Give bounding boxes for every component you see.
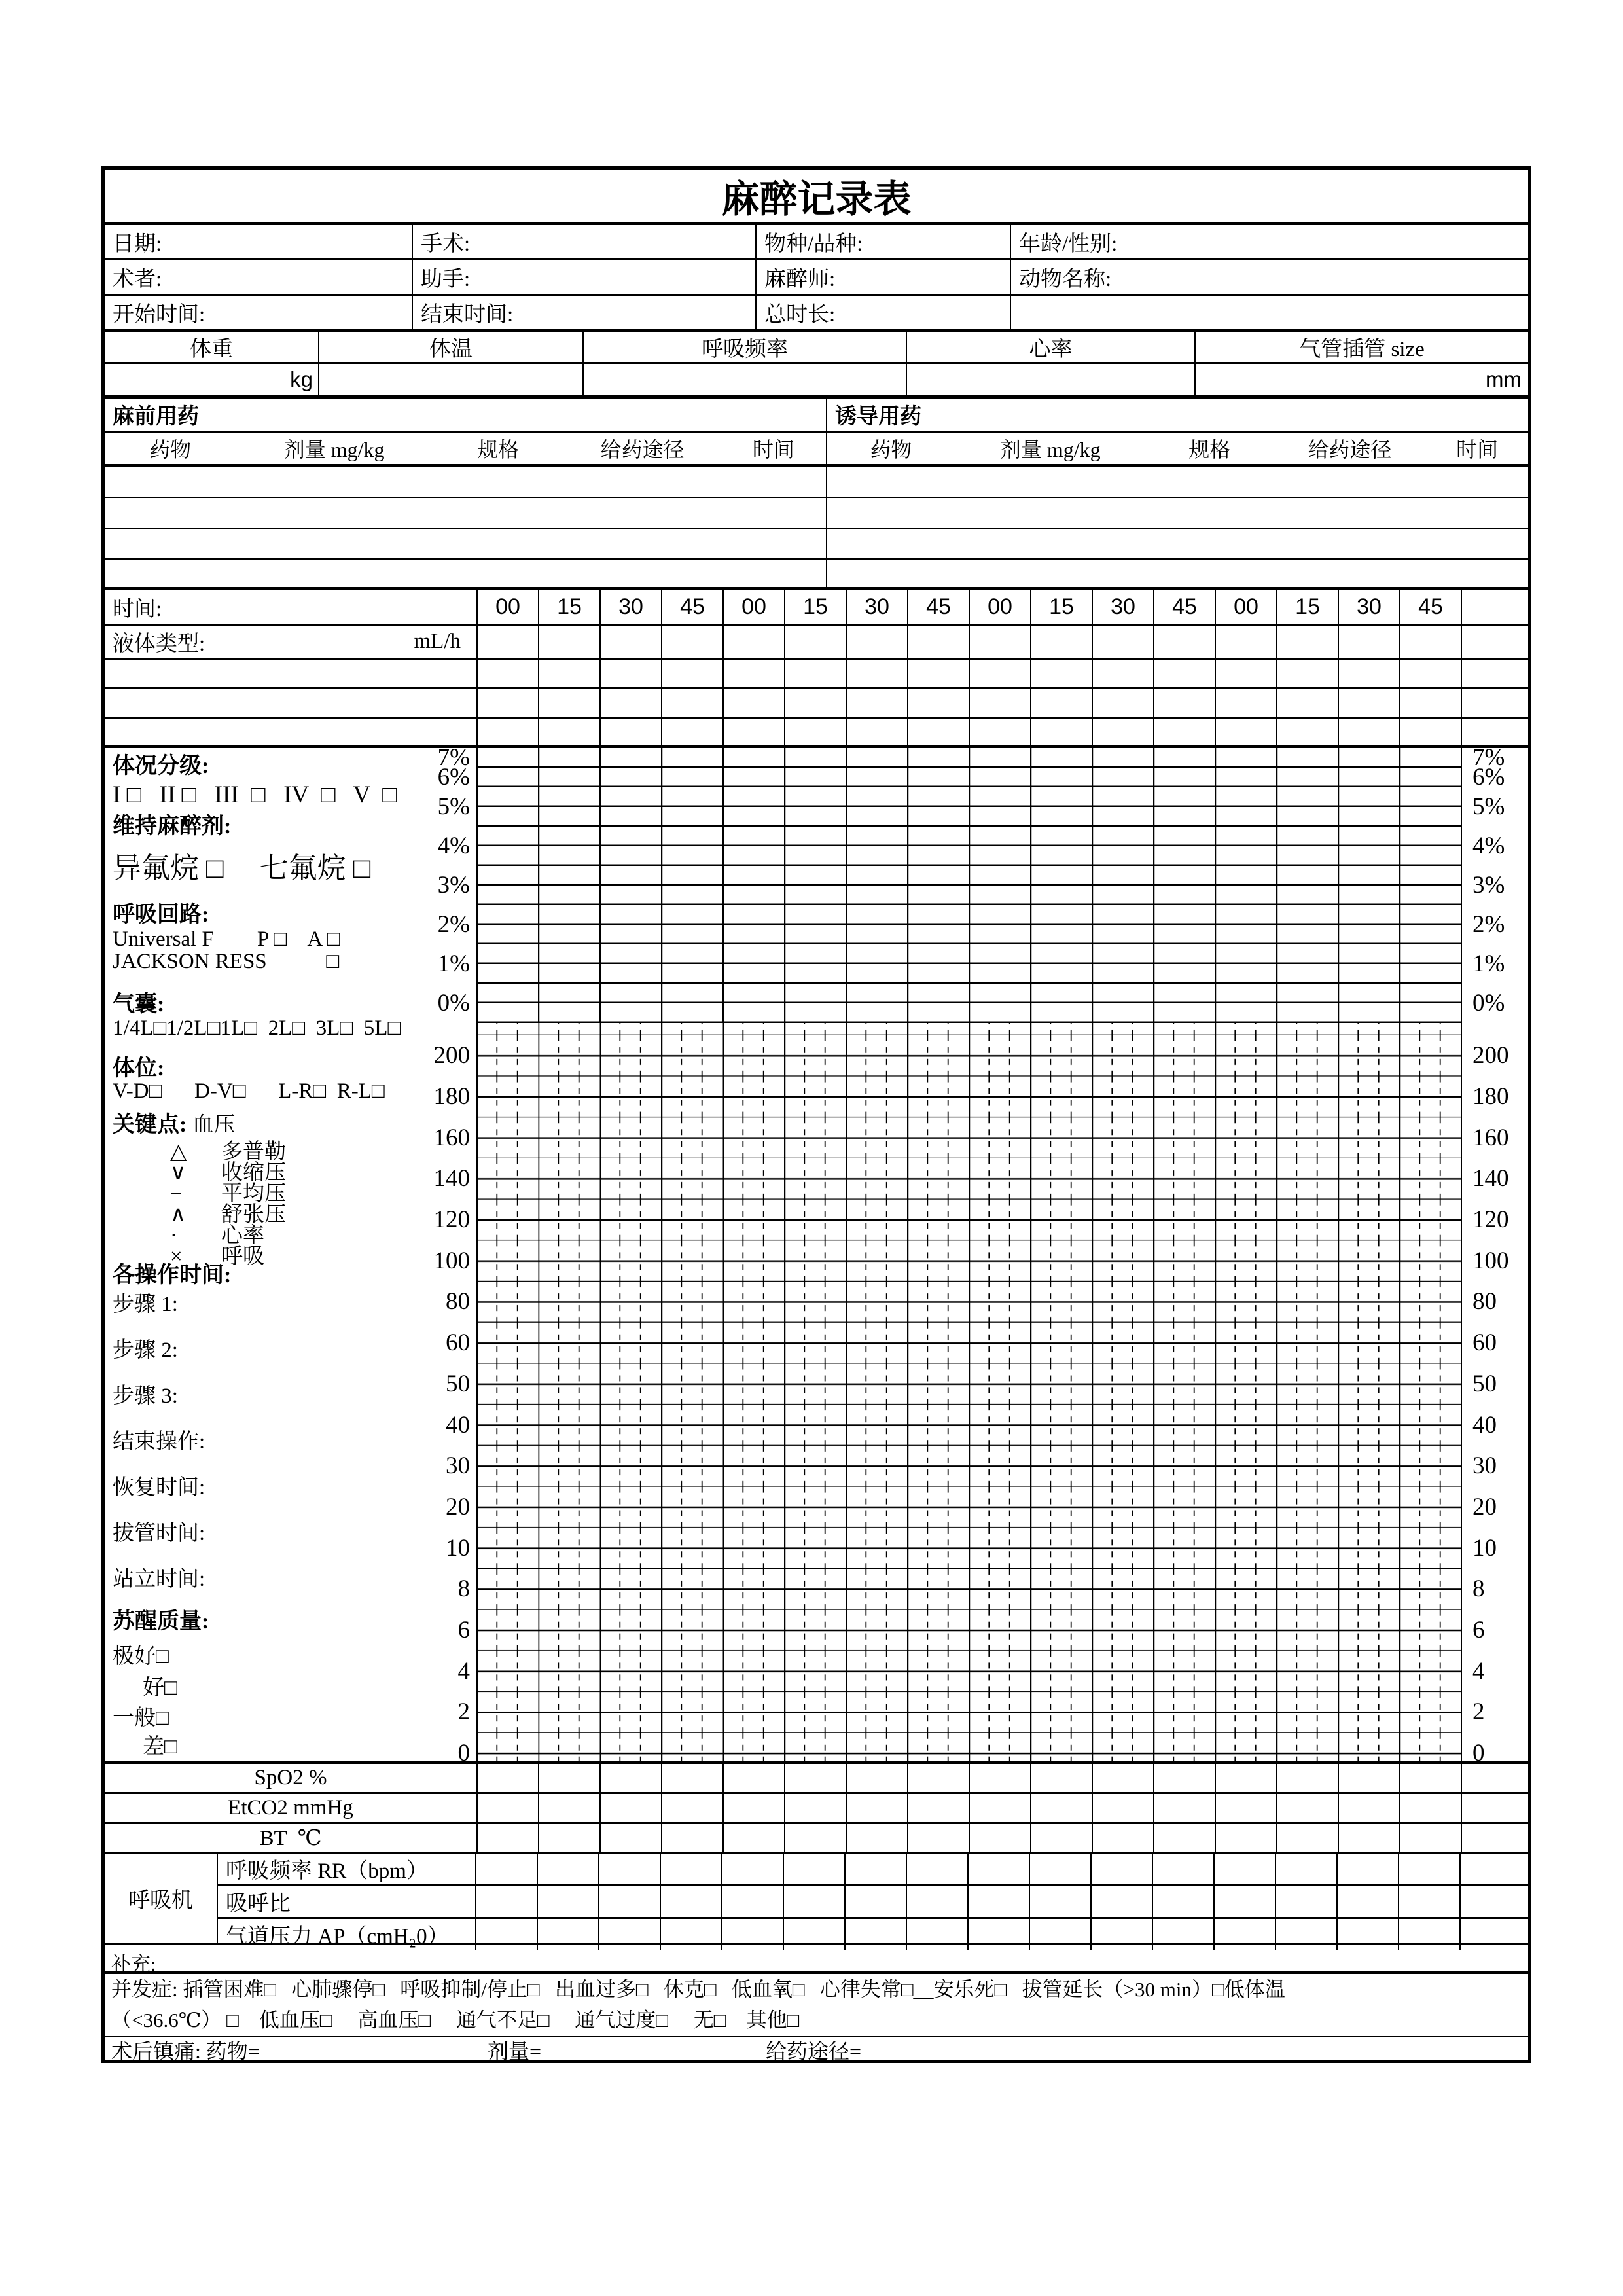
- medication-header-row: [105, 399, 1528, 433]
- spo2-cells[interactable]: [476, 1764, 1461, 1792]
- number-scale-label-left: 4: [457, 1657, 470, 1685]
- legend-label: 多普勒: [221, 1140, 286, 1164]
- percent-scale-label-left: 2%: [437, 911, 470, 938]
- number-scale-label-left: 30: [446, 1452, 470, 1480]
- number-scale-label-right: 4: [1472, 1657, 1485, 1685]
- heart-rate-header: 心率: [906, 332, 1194, 362]
- species-field[interactable]: 物种/品种:: [755, 225, 1010, 258]
- circuit-option-2[interactable]: JACKSON RESS □: [113, 950, 340, 973]
- induction-col-spec: 规格: [1188, 438, 1231, 461]
- fluid-entry-grid[interactable]: [476, 660, 1461, 687]
- premed-col-dose: 剂量 mg/kg: [283, 438, 385, 461]
- legend-label: 舒张压: [221, 1203, 286, 1227]
- supplement-label[interactable]: 补充:: [111, 1954, 156, 1975]
- number-scale-label-right: 10: [1472, 1534, 1497, 1562]
- bt-label: BT ℃: [259, 1827, 322, 1850]
- number-scale-label-right: 40: [1472, 1411, 1497, 1439]
- number-scale-label-right: 50: [1472, 1370, 1497, 1397]
- number-scale-label-left: 200: [433, 1042, 470, 1069]
- fluid-row: [105, 626, 1528, 660]
- time-tick: 00: [1215, 590, 1276, 624]
- time-tick: 00: [969, 590, 1030, 624]
- bag-options[interactable]: 1/4L□1/2L□1L□ 2L□ 3L□ 5L□: [113, 1016, 401, 1040]
- number-scale-label-left: 6: [457, 1617, 470, 1644]
- age-sex-field[interactable]: 年龄/性别:: [1010, 225, 1528, 258]
- percent-scale-label-right: 2%: [1472, 911, 1505, 938]
- ventilator-ie-row: [218, 1886, 1528, 1919]
- percent-scale-label-left: 5%: [437, 793, 470, 820]
- number-scale-label-right: 8: [1472, 1575, 1485, 1603]
- anesthetist-field[interactable]: 麻醉师:: [755, 260, 1010, 294]
- time-tick: 30: [1092, 590, 1153, 624]
- number-scale-label-right: 30: [1472, 1452, 1497, 1480]
- premed-entry-cell[interactable]: [105, 467, 827, 497]
- number-scale-label-left: 120: [433, 1206, 470, 1234]
- header-row-2: [105, 260, 1528, 296]
- induction-col-route: 给药途径: [1308, 438, 1392, 461]
- premed-col-time: 时间: [752, 438, 794, 461]
- time-tick: 15: [784, 590, 846, 624]
- chart-grid[interactable]: [476, 748, 1461, 1761]
- circuit-label: 呼吸回路:: [113, 903, 209, 927]
- heart-rate-value-cell[interactable]: [906, 364, 1194, 395]
- surgeon-field[interactable]: 术者:: [113, 268, 162, 291]
- chart-region: [105, 748, 1528, 1764]
- temperature-header: 体温: [318, 332, 582, 362]
- number-scale-label-left: 140: [433, 1165, 470, 1193]
- number-scale-label-left: 0: [457, 1740, 470, 1761]
- ventilator-rr-cells[interactable]: [475, 1854, 1459, 1884]
- percent-scale-label-left: 4%: [437, 833, 470, 859]
- ventilator-rr-row: [218, 1854, 1528, 1886]
- dot-icon: ·: [170, 1224, 177, 1247]
- time-tick: 00: [722, 590, 784, 624]
- drug-entry-row: [105, 467, 1528, 498]
- premed-columns: [105, 433, 827, 464]
- percent-scale-label-left: 0%: [437, 990, 470, 1016]
- spo2-label: SpO2 %: [254, 1766, 327, 1789]
- percent-scale-label-right: 4%: [1472, 833, 1505, 859]
- percent-scale-label-left: 3%: [437, 872, 470, 899]
- start-time-field[interactable]: 开始时间:: [113, 303, 205, 327]
- ventilator-label: 呼吸机: [105, 1854, 218, 1943]
- standing-time-field[interactable]: 站立时间:: [113, 1568, 205, 1591]
- bt-cells[interactable]: [476, 1824, 1461, 1852]
- percent-scale-label-right: 5%: [1472, 793, 1505, 820]
- time-tick: 45: [1153, 590, 1215, 624]
- induction-entry-cell[interactable]: [827, 498, 1528, 528]
- time-tick: 30: [599, 590, 661, 624]
- fluid-entry-label-cell[interactable]: [105, 719, 476, 745]
- percent-scale-label-right: 7%: [1472, 748, 1505, 771]
- header-row-3: [105, 296, 1528, 332]
- position-options[interactable]: V-D□ D-V□ L-R□ R-L□: [113, 1079, 385, 1103]
- ventilator-ie-label: 吸呼比: [226, 1892, 291, 1916]
- legend-label: 呼吸: [221, 1245, 264, 1268]
- recovery-time-field[interactable]: 恢复时间:: [113, 1476, 205, 1499]
- bt-row: [105, 1824, 1528, 1854]
- maintenance-options[interactable]: 异氟烷 □ 七氟烷 □: [113, 852, 371, 884]
- fluid-entry-extra: [1461, 719, 1528, 745]
- time-tick: 45: [1399, 590, 1461, 624]
- supplement-row: [105, 1945, 1528, 1974]
- tube-unit[interactable]: mm: [1194, 364, 1528, 395]
- respiratory-rate-value-cell[interactable]: [582, 364, 906, 395]
- time-tick: 30: [1338, 590, 1399, 624]
- number-scale-label-left: 40: [446, 1411, 470, 1439]
- end-operation-field[interactable]: 结束操作:: [113, 1430, 205, 1454]
- number-scale-label-right: 20: [1472, 1493, 1497, 1520]
- drug-entry-row: [105, 498, 1528, 529]
- circuit-option-1[interactable]: Universal F P □ A □: [113, 927, 340, 951]
- number-scale-label-left: 100: [433, 1247, 470, 1274]
- fluid-entry-extra: [1461, 660, 1528, 687]
- time-tick: 15: [1030, 590, 1092, 624]
- legend-label: 心率: [221, 1224, 264, 1247]
- premed-section-label: 麻前用药: [105, 399, 827, 431]
- premed-entry-cell[interactable]: [105, 560, 827, 587]
- time-ticks: [476, 590, 1461, 624]
- number-scale-label-left: 20: [446, 1493, 470, 1520]
- number-scale-label-left: 8: [457, 1575, 470, 1603]
- number-scale-label-left: 160: [433, 1124, 470, 1151]
- triangle-icon: △: [170, 1140, 187, 1164]
- anesthesia-record-form: [101, 166, 1531, 2063]
- step2-field[interactable]: 步骤 2:: [113, 1338, 178, 1362]
- etco2-row: [105, 1794, 1528, 1824]
- timeline-row: [105, 590, 1528, 626]
- chart-gridlines-svg: [476, 748, 1461, 1764]
- percent-scale-label-left: 1%: [437, 950, 470, 977]
- postop-route-field[interactable]: 给药途径=: [766, 2039, 862, 2063]
- form-title-row: [105, 170, 1528, 225]
- fluid-grid-cells[interactable]: [476, 626, 1461, 658]
- number-scale-label-right: 60: [1472, 1329, 1497, 1357]
- fluid-entry-grid[interactable]: [476, 689, 1461, 717]
- maintenance-label: 维持麻醉剂:: [113, 814, 232, 838]
- number-scale-label-right: 200: [1472, 1042, 1509, 1069]
- keypoints-label: 关键点:: [113, 1113, 187, 1137]
- fluid-entry-label-cell[interactable]: [105, 660, 476, 687]
- wedge-icon: ∧: [170, 1203, 187, 1227]
- induction-col-drug: 药物: [870, 438, 912, 461]
- legend-label: 平均压: [221, 1182, 286, 1206]
- postop-drug-field[interactable]: 术后镇痛: 药物=: [111, 2039, 260, 2063]
- vee-icon: ∨: [170, 1161, 187, 1185]
- chart-sidebar: [105, 748, 476, 1761]
- fluid-entry-row: [105, 689, 1528, 719]
- fluid-entry-grid[interactable]: [476, 719, 1461, 745]
- fluid-type-label[interactable]: 液体类型:: [113, 632, 205, 656]
- time-tick: 15: [538, 590, 599, 624]
- assistant-field[interactable]: 助手:: [412, 260, 755, 294]
- percent-scale-label-right: 6%: [1472, 764, 1505, 791]
- number-scale-label-left: 80: [446, 1288, 470, 1316]
- number-scale-label-left: 2: [457, 1698, 470, 1726]
- number-scale-label-right: 0: [1472, 1740, 1485, 1761]
- temperature-value-cell[interactable]: [318, 364, 582, 395]
- drug-entry-row: [105, 560, 1528, 590]
- percent-scale-label-right: 0%: [1472, 990, 1505, 1016]
- premed-col-drug: 药物: [149, 438, 192, 461]
- time-tick: 00: [476, 590, 538, 624]
- recovery-quality-label: 苏醒质量:: [113, 1609, 209, 1634]
- time-tick: 45: [661, 590, 722, 624]
- fluid-unit-label: mL/h: [414, 630, 461, 653]
- number-scale-label-left: 60: [446, 1329, 470, 1357]
- medication-columns-row: [105, 433, 1528, 467]
- number-scale-label-right: 6: [1472, 1617, 1485, 1644]
- x-icon: ×: [170, 1245, 183, 1268]
- etco2-extra: [1461, 1794, 1528, 1822]
- premed-col-route: 给药途径: [600, 438, 685, 461]
- legend-label: 收缩压: [221, 1161, 286, 1185]
- induction-columns: [827, 433, 1528, 464]
- etco2-cells[interactable]: [476, 1794, 1461, 1822]
- complications-row: [105, 1974, 1528, 2037]
- fluid-entry-row: [105, 660, 1528, 689]
- weight-header: 体重: [190, 337, 233, 361]
- total-duration-field[interactable]: 总时长:: [755, 296, 1010, 329]
- extubation-time-field[interactable]: 拔管时间:: [113, 1522, 205, 1545]
- percent-scale-label-left: 6%: [437, 764, 470, 791]
- body-condition-options[interactable]: I □ II □ III □ IV □ V □: [113, 781, 397, 808]
- postop-dose-field[interactable]: 剂量=: [488, 2039, 542, 2063]
- chart-right-scale-column: [1461, 748, 1528, 1761]
- et-tube-size-header: 气管插管 size: [1194, 332, 1528, 362]
- drug-entry-row: [105, 529, 1528, 560]
- number-scale-label-right: 160: [1472, 1124, 1509, 1151]
- time-tick: 45: [907, 590, 969, 624]
- number-scale-label-left: 10: [446, 1534, 470, 1562]
- step3-field[interactable]: 步骤 3:: [113, 1384, 178, 1408]
- complications-line-2[interactable]: （<36.6℃） □ 低血压□ 高血压□ 通气不足□ 通气过度□ 无□ 其他□: [111, 2009, 800, 2032]
- number-scale-label-right: 120: [1472, 1206, 1509, 1234]
- end-time-field[interactable]: 结束时间:: [412, 296, 755, 329]
- ventilator-ie-cells[interactable]: [475, 1886, 1459, 1917]
- ventilator-ap-label: 气道压力 AP（cmH₂0）: [226, 1925, 449, 1948]
- fluid-extra-cell: [1461, 626, 1528, 658]
- step1-field[interactable]: 步骤 1:: [113, 1293, 178, 1316]
- premed-entry-cell[interactable]: [105, 498, 827, 528]
- induction-entry-cell[interactable]: [827, 529, 1528, 558]
- animal-name-field[interactable]: 动物名称:: [1010, 260, 1528, 294]
- induction-col-time: 时间: [1456, 438, 1499, 461]
- bag-label: 气囊:: [113, 992, 165, 1016]
- time-tick: 15: [1276, 590, 1338, 624]
- number-scale-label-left: 180: [433, 1083, 470, 1110]
- spo2-extra: [1461, 1764, 1528, 1792]
- fluid-label-cell: [105, 626, 476, 658]
- weight-unit[interactable]: kg: [290, 367, 313, 391]
- number-scale-label-left: 50: [446, 1370, 470, 1397]
- ventilator-rr-label: 呼吸频率 RR（bpm）: [226, 1859, 428, 1883]
- fluid-entry-label-cell[interactable]: [105, 689, 476, 717]
- number-scale-label-right: 140: [1472, 1165, 1509, 1193]
- header-empty-cell: [1010, 296, 1528, 329]
- ventilator-rr-extra: [1459, 1854, 1528, 1884]
- percent-scale-label-right: 3%: [1472, 872, 1505, 899]
- body-condition-label: 体况分级:: [113, 754, 209, 778]
- fluid-entry-row: [105, 719, 1528, 748]
- etco2-label: EtCO2 mmHg: [228, 1796, 353, 1820]
- time-tick: 30: [846, 590, 907, 624]
- page-title: 麻醉记录表: [721, 178, 912, 221]
- percent-scale-label-left: 7%: [437, 748, 470, 771]
- header-row-1: [105, 225, 1528, 260]
- premed-entry-cell[interactable]: [105, 529, 827, 558]
- ventilator-ie-extra: [1459, 1886, 1528, 1917]
- recovery-excellent-checkbox[interactable]: 极好□: [113, 1645, 169, 1668]
- induction-col-dose: 剂量 mg/kg: [999, 438, 1101, 461]
- spo2-row: [105, 1764, 1528, 1794]
- number-scale-label-right: 80: [1472, 1288, 1497, 1316]
- vitals-value-row: [105, 364, 1528, 399]
- premed-col-spec: 规格: [477, 438, 520, 461]
- operation-times-label: 各操作时间:: [113, 1263, 232, 1287]
- date-field[interactable]: 日期:: [113, 232, 162, 256]
- recovery-good-checkbox[interactable]: 好□: [143, 1676, 177, 1700]
- ventilator-block: [105, 1854, 1528, 1948]
- postop-row: [105, 2037, 1528, 2063]
- percent-scale-label-right: 1%: [1472, 950, 1505, 977]
- surgery-field[interactable]: 手术:: [412, 225, 755, 258]
- vitals-header-row: [105, 332, 1528, 364]
- recovery-poor-checkbox[interactable]: 差□: [143, 1735, 177, 1759]
- position-label: 体位:: [113, 1056, 165, 1081]
- induction-section-label: 诱导用药: [835, 405, 921, 429]
- keypoints-sub: 血压: [192, 1113, 236, 1137]
- timeline-label: 时间:: [113, 598, 162, 621]
- induction-entry-cell[interactable]: [827, 467, 1528, 497]
- number-scale-label-right: 2: [1472, 1698, 1485, 1726]
- induction-entry-cell[interactable]: [827, 560, 1528, 587]
- dash-icon: −: [170, 1182, 183, 1206]
- number-scale-label-right: 180: [1472, 1083, 1509, 1110]
- timeline-extra-cell: [1461, 590, 1528, 624]
- respiratory-rate-header: 呼吸频率: [582, 332, 906, 362]
- number-scale-label-right: 100: [1472, 1247, 1509, 1274]
- complications-line-1[interactable]: 并发症: 插管困难□ 心肺骤停□ 呼吸抑制/停止□ 出血过多□ 休克□ 低血氧□ 心律失常□__安乐死□ 拔管延长（>30 min）□低体温: [111, 1978, 1285, 2001]
- fluid-entry-extra: [1461, 689, 1528, 717]
- recovery-fair-checkbox[interactable]: 一般□: [113, 1706, 169, 1730]
- bt-extra: [1461, 1824, 1528, 1852]
